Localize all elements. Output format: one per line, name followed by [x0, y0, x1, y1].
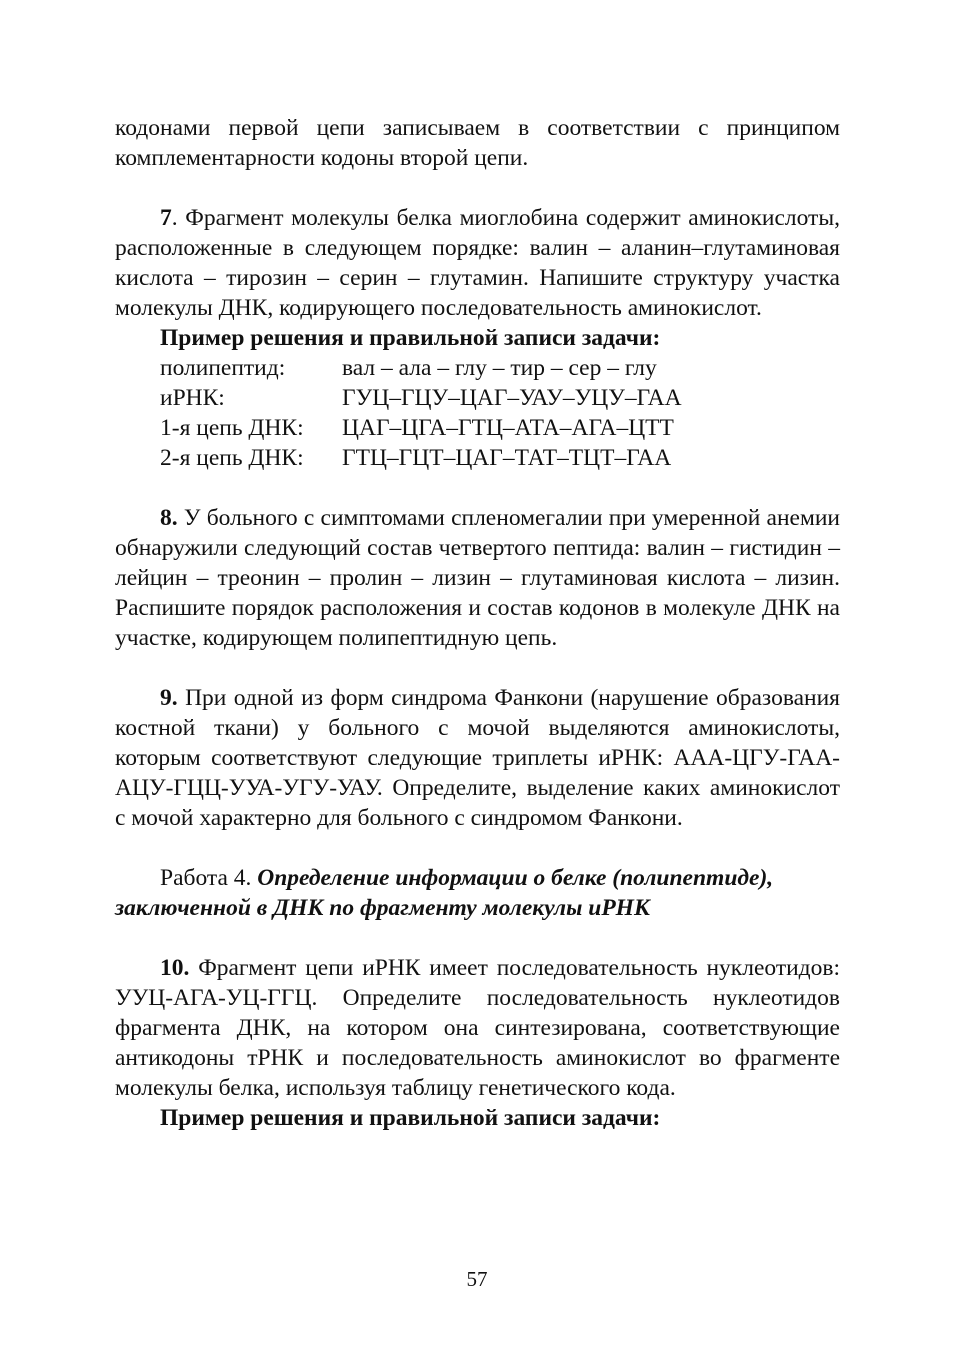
task-9	[115, 683, 840, 833]
task-9-text: При одной из форм синдрома Фанкони (нарушение образования костной ткани) у больного с мочой выделяются аминокислоты, которым соответствуют следующие триплеты иРНК: ААА-ЦГУ-ГАА-АЦУ-ГЦЦ-УУА-УГУ-УАУ. Определите, выделение каких аминокислот с мочой характерно для больного с синдромом Фанкони.	[115, 685, 840, 831]
sequence-label: 1-я цепь ДНК:	[160, 415, 304, 441]
sequence-value: ГТЦ–ГЦТ–ЦАГ–ТАТ–ТЦТ–ГАА	[342, 445, 672, 471]
example-title-2: Пример решения и правильной записи задачи:	[160, 1105, 661, 1131]
task-7-text: . Фрагмент молекулы белка миоглобина содержит аминокислоты, расположенные в следующем порядке: валин – аланин–глутаминовая кислота – тирозин – серин – глутамин. Напишите структуру участка молекулы ДНК, кодирующего последовательность аминокислот.	[115, 205, 840, 321]
sequence-row	[160, 413, 682, 443]
sequence-label: 2-я цепь ДНК:	[160, 445, 304, 471]
sequence-row	[160, 353, 682, 383]
sequence-row	[160, 383, 682, 413]
page-content	[115, 113, 840, 1133]
sequence-value: вал – ала – глу – тир – сер – глу	[342, 355, 657, 381]
page-number: 57	[466, 1267, 488, 1291]
task-8-number: 8.	[160, 505, 178, 531]
work-4-heading	[115, 863, 840, 923]
task-9-number: 9.	[160, 685, 178, 711]
sequence-label: полипептид:	[160, 355, 286, 381]
sequence-label: иРНК:	[160, 385, 225, 411]
sequence-value: ГУЦ–ГЦУ–ЦАГ–УАУ–УЦУ–ГАА	[342, 385, 682, 411]
task-7-number: 7	[160, 205, 172, 231]
sequence-value: ЦАГ–ЦГА–ГТЦ–АТА–АГА–ЦТТ	[342, 415, 674, 441]
work-4-prefix: Работа 4.	[160, 865, 258, 891]
task-8-text: У больного с симптомами спленомегалии при умеренной анемии обнаружили следующий состав четвертого пептида: валин – гистидин – лейцин – треонин – пролин – лизин – глутаминовая кислота – лизин. Распишите порядок расположения и состав кодонов в молекуле ДНК на участке, кодирующем полипептидную цепь.	[115, 505, 840, 651]
continuation-paragraph: кодонами первой цепи записываем в соответствии с принципом комплементарности кодоны второй цепи.	[115, 115, 840, 171]
task-10-text: Фрагмент цепи иРНК имеет последовательность нуклеотидов: УУЦ-АГА-УЦ-ГГЦ. Определите последовательность нуклеотидов фрагмента ДНК, на котором она синтезирована, соответствующие антикодоны тРНК и последовательность аминокислот во фрагменте молекулы белка, используя таблицу генетического кода.	[115, 955, 840, 1101]
sequence-row	[160, 443, 682, 473]
task-7	[115, 203, 840, 323]
work-4-title: Определение информации о белке (полипептиде), заключенной в ДНК по фрагменту молекулы иРНК	[115, 865, 774, 921]
sequence-table	[160, 353, 682, 473]
example-title: Пример решения и правильной записи задачи:	[160, 325, 661, 351]
task-10	[115, 953, 840, 1103]
task-8	[115, 503, 840, 653]
task-10-number: 10.	[160, 955, 190, 981]
